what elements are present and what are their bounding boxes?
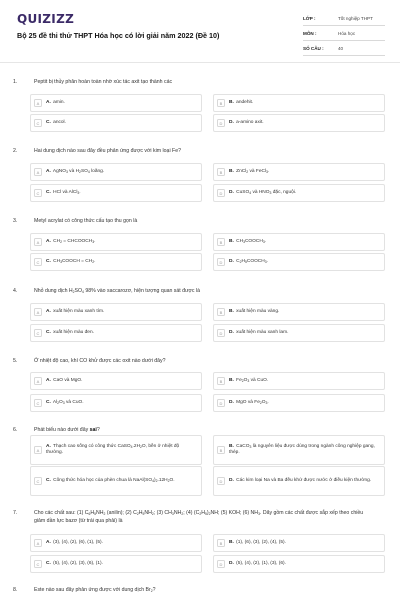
option-body: (1), (6), (3), (2), (4), (5). bbox=[234, 539, 286, 545]
meta-key: LỚP : bbox=[303, 16, 316, 21]
option-body: AgNO$_3$ và $H_2SO_4$ loãng. bbox=[51, 168, 105, 174]
option-body: xuất hiện màu vàng. bbox=[234, 308, 280, 314]
answer-option-b[interactable] bbox=[213, 372, 385, 390]
answer-option-a[interactable] bbox=[30, 534, 202, 552]
option-letter-box: A bbox=[34, 99, 42, 107]
meta-value: Tốt nghiệp THPT bbox=[338, 16, 373, 21]
answer-option-d[interactable] bbox=[213, 114, 385, 132]
answer-option-c[interactable] bbox=[30, 555, 202, 573]
option-body: CaO và MgO. bbox=[51, 377, 83, 383]
option-letter-box: D bbox=[217, 329, 225, 337]
question-number: 3. bbox=[13, 218, 18, 224]
option-body: CaCO$_3$ là nguyên liệu được dùng trong ngành công nghiệp gang, thép. bbox=[229, 443, 375, 455]
option-body: $CH_2$ = $CHCOOCH_3$. bbox=[51, 238, 96, 244]
answer-option-d[interactable] bbox=[213, 184, 385, 202]
option-label: A. bbox=[46, 238, 51, 244]
option-letter-box: A bbox=[34, 308, 42, 316]
option-text bbox=[46, 540, 196, 546]
option-letter-box: B bbox=[217, 377, 225, 385]
question-number: 4. bbox=[13, 288, 18, 294]
option-body: xuất hiện màu xanh tím. bbox=[51, 308, 105, 314]
option-text bbox=[229, 561, 379, 567]
option-label: A. bbox=[46, 377, 51, 383]
option-text bbox=[229, 378, 379, 384]
option-text bbox=[229, 120, 379, 126]
option-letter-box: A bbox=[34, 377, 42, 385]
answer-option-c[interactable] bbox=[30, 466, 202, 496]
question-number: 5. bbox=[13, 358, 18, 364]
answer-option-c[interactable] bbox=[30, 324, 202, 342]
option-letter-box: C bbox=[34, 329, 42, 337]
option-body: Công thức hóa học của phèn chua là $NaAl(SO_4)_2.12H_2O$. bbox=[51, 477, 175, 483]
option-body: (5), (4), (2), (3), (6), (1). bbox=[51, 560, 103, 566]
question-text: Cho các chất sau: (1) $C_6H_5NH_2$ (anilin); (2) $C_2H_5NH_2$; (3) $CH_3NH_2$; (4) $(C_2H_5)_2NH$; (5) KOH; (6) $NH_3$. Dãy gồm các chất được sắp xếp theo chiều giảm dần lực bazơ (từ trái qua phải) là bbox=[34, 510, 364, 525]
answer-option-a[interactable] bbox=[30, 372, 202, 390]
option-letter-box: D bbox=[217, 119, 225, 127]
option-body: Các kim loại Na và Ba đều khử được nước ở điều kiện thường. bbox=[234, 477, 372, 483]
question-number: 8. bbox=[13, 587, 18, 593]
option-text bbox=[229, 259, 379, 265]
option-text bbox=[46, 239, 196, 245]
option-label: C. bbox=[46, 399, 51, 405]
option-text bbox=[229, 540, 379, 546]
option-body: xuất hiện màu xanh lam. bbox=[234, 329, 289, 335]
option-label: C. bbox=[46, 258, 51, 264]
option-label: C. bbox=[46, 329, 51, 335]
option-text bbox=[46, 378, 196, 384]
option-body: MgO và $Fe_2O_3$. bbox=[234, 399, 269, 405]
option-letter-box: C bbox=[34, 189, 42, 197]
option-text bbox=[229, 330, 379, 336]
option-text bbox=[229, 169, 379, 175]
option-label: A. bbox=[46, 308, 51, 314]
option-letter-box: A bbox=[34, 168, 42, 176]
option-letter-box: C bbox=[34, 119, 42, 127]
answer-option-d[interactable] bbox=[213, 466, 385, 496]
answer-option-b[interactable] bbox=[213, 435, 385, 465]
answer-option-a[interactable] bbox=[30, 435, 202, 465]
answer-option-d[interactable] bbox=[213, 394, 385, 412]
option-label: A. bbox=[46, 443, 51, 449]
answer-option-b[interactable] bbox=[213, 233, 385, 251]
option-body: (3), (4), (2), (6), (1), (5). bbox=[51, 539, 103, 545]
option-body: $Fe_2O_3$ và CuO. bbox=[234, 377, 269, 383]
meta-key: SỐ CÂU : bbox=[303, 46, 324, 51]
option-body: CuSO$_4$ và $HNO_3$ đặc, nguội. bbox=[234, 189, 297, 195]
option-body: xuất hiện màu đen. bbox=[51, 329, 94, 335]
option-label: A. bbox=[46, 99, 51, 105]
option-label: C. bbox=[46, 189, 51, 195]
option-body: Thạch cao sống có công thức $CaSO_4.2H_2O$, bền ở nhiệt độ thường. bbox=[46, 443, 180, 455]
option-label: B. bbox=[229, 308, 234, 314]
option-text bbox=[46, 259, 196, 265]
option-label: B. bbox=[229, 238, 234, 244]
option-label: D. bbox=[229, 329, 234, 335]
option-text bbox=[229, 478, 379, 484]
option-body: ZnCl$_2$ và FeCl$_3$. bbox=[234, 168, 270, 174]
option-label: C. bbox=[46, 560, 51, 566]
option-text bbox=[229, 400, 379, 406]
option-text bbox=[46, 120, 196, 126]
option-text bbox=[46, 478, 196, 484]
option-body: $CH_3COOCH = CH_2$. bbox=[51, 258, 96, 264]
option-text bbox=[46, 330, 196, 336]
option-label: B. bbox=[229, 443, 234, 449]
option-letter-box: A bbox=[34, 238, 42, 246]
option-label: A. bbox=[46, 168, 51, 174]
option-body: amin. bbox=[51, 99, 65, 105]
option-label: B. bbox=[229, 168, 234, 174]
option-letter-box: B bbox=[217, 539, 225, 547]
answer-option-c[interactable] bbox=[30, 253, 202, 271]
quizizz-logo: QUIZIZZ bbox=[17, 12, 75, 26]
option-letter-box: C bbox=[34, 399, 42, 407]
option-label: D. bbox=[229, 258, 234, 264]
divider bbox=[303, 55, 385, 56]
option-label: A. bbox=[46, 539, 51, 545]
answer-option-d[interactable] bbox=[213, 324, 385, 342]
question-number: 1. bbox=[13, 79, 18, 85]
option-body: $Al_2O_3$ và CuO. bbox=[51, 399, 84, 405]
option-label: B. bbox=[229, 99, 234, 105]
option-letter-box: D bbox=[217, 560, 225, 568]
question-text: Phát biểu nào dưới đây sai? bbox=[34, 427, 100, 433]
question-text: Peptit bị thủy phân hoàn toàn nhờ xúc tác axit tạo thành các bbox=[34, 79, 173, 85]
answer-option-c[interactable] bbox=[30, 114, 202, 132]
option-letter-box: D bbox=[217, 258, 225, 266]
question-text: Metyl acrylat có công thức cấu tạo thu gọn là bbox=[34, 218, 138, 224]
question-text: Ở nhiệt độ cao, khí CO khử được các oxit nào dưới đây? bbox=[34, 358, 166, 364]
option-text bbox=[46, 169, 196, 175]
meta-value: Hóa học bbox=[338, 31, 356, 36]
option-letter-box: B bbox=[217, 308, 225, 316]
option-text bbox=[46, 561, 196, 567]
answer-option-a[interactable] bbox=[30, 94, 202, 112]
option-body: (5), (4), (2), (1), (3), (6). bbox=[234, 560, 286, 566]
option-letter-box: D bbox=[217, 477, 225, 485]
question-number: 2. bbox=[13, 148, 18, 154]
question-text: Hai dung dịch nào sau đây đều phản ứng được với kim loại Fe? bbox=[34, 148, 181, 154]
option-label: D. bbox=[229, 477, 234, 483]
option-body: andehit. bbox=[234, 99, 254, 105]
option-letter-box: B bbox=[217, 238, 225, 246]
answer-option-d[interactable] bbox=[213, 555, 385, 573]
option-body: a-amino axit. bbox=[234, 119, 264, 125]
option-text bbox=[46, 400, 196, 406]
answer-option-b[interactable] bbox=[213, 534, 385, 552]
option-letter-box: C bbox=[34, 477, 42, 485]
answer-option-b[interactable] bbox=[213, 303, 385, 321]
option-text bbox=[229, 309, 379, 315]
answer-option-a[interactable] bbox=[30, 233, 202, 251]
option-body: $C_2H_5COOCH_3$. bbox=[234, 258, 268, 264]
option-text bbox=[46, 309, 196, 315]
option-letter-box: B bbox=[217, 446, 225, 454]
option-label: C. bbox=[46, 119, 51, 125]
option-label: B. bbox=[229, 539, 234, 545]
meta-value: 40 bbox=[338, 46, 344, 51]
option-text bbox=[229, 444, 379, 456]
divider bbox=[303, 25, 385, 26]
option-letter-box: B bbox=[217, 168, 225, 176]
option-text bbox=[46, 100, 196, 106]
answer-option-b[interactable] bbox=[213, 94, 385, 112]
option-text bbox=[46, 190, 196, 196]
answer-option-b[interactable] bbox=[213, 163, 385, 181]
answer-option-a[interactable] bbox=[30, 303, 202, 321]
option-letter-box: C bbox=[34, 560, 42, 568]
question-number: 6. bbox=[13, 427, 18, 433]
page-header bbox=[0, 0, 400, 64]
option-label: D. bbox=[229, 560, 234, 566]
option-letter-box: A bbox=[34, 539, 42, 547]
option-text bbox=[46, 444, 196, 456]
answer-option-d[interactable] bbox=[213, 253, 385, 271]
answer-option-a[interactable] bbox=[30, 163, 202, 181]
option-body: ancol. bbox=[51, 119, 66, 125]
option-text bbox=[229, 190, 379, 196]
option-letter-box: D bbox=[217, 189, 225, 197]
question-number: 7. bbox=[13, 510, 18, 516]
option-letter-box: D bbox=[217, 399, 225, 407]
option-label: C. bbox=[46, 477, 51, 483]
option-text bbox=[229, 100, 379, 106]
page-title: Bộ 25 đề thi thử THPT Hóa học có lời giải năm 2022 (Đề 10) bbox=[17, 31, 220, 40]
option-body: $CH_3COOCH_3$. bbox=[234, 238, 267, 244]
divider bbox=[303, 40, 385, 41]
option-letter-box: C bbox=[34, 258, 42, 266]
question-text: Este nào sau đây phản ứng được với dung dịch $Br_2$? bbox=[34, 587, 156, 593]
option-label: D. bbox=[229, 399, 234, 405]
option-body: HCl và AlCl$_3$. bbox=[51, 189, 81, 195]
option-text bbox=[229, 239, 379, 245]
option-label: D. bbox=[229, 119, 234, 125]
option-letter-box: A bbox=[34, 446, 42, 454]
answer-option-c[interactable] bbox=[30, 184, 202, 202]
answer-option-c[interactable] bbox=[30, 394, 202, 412]
option-letter-box: B bbox=[217, 99, 225, 107]
header-divider bbox=[0, 62, 400, 63]
option-label: D. bbox=[229, 189, 234, 195]
option-label: B. bbox=[229, 377, 234, 383]
question-text: Nhỏ dung dịch $H_2SO_4$ 98% vào saccarozơ, hiện tượng quan sát được là bbox=[34, 288, 201, 294]
meta-key: MÔN : bbox=[303, 31, 317, 36]
